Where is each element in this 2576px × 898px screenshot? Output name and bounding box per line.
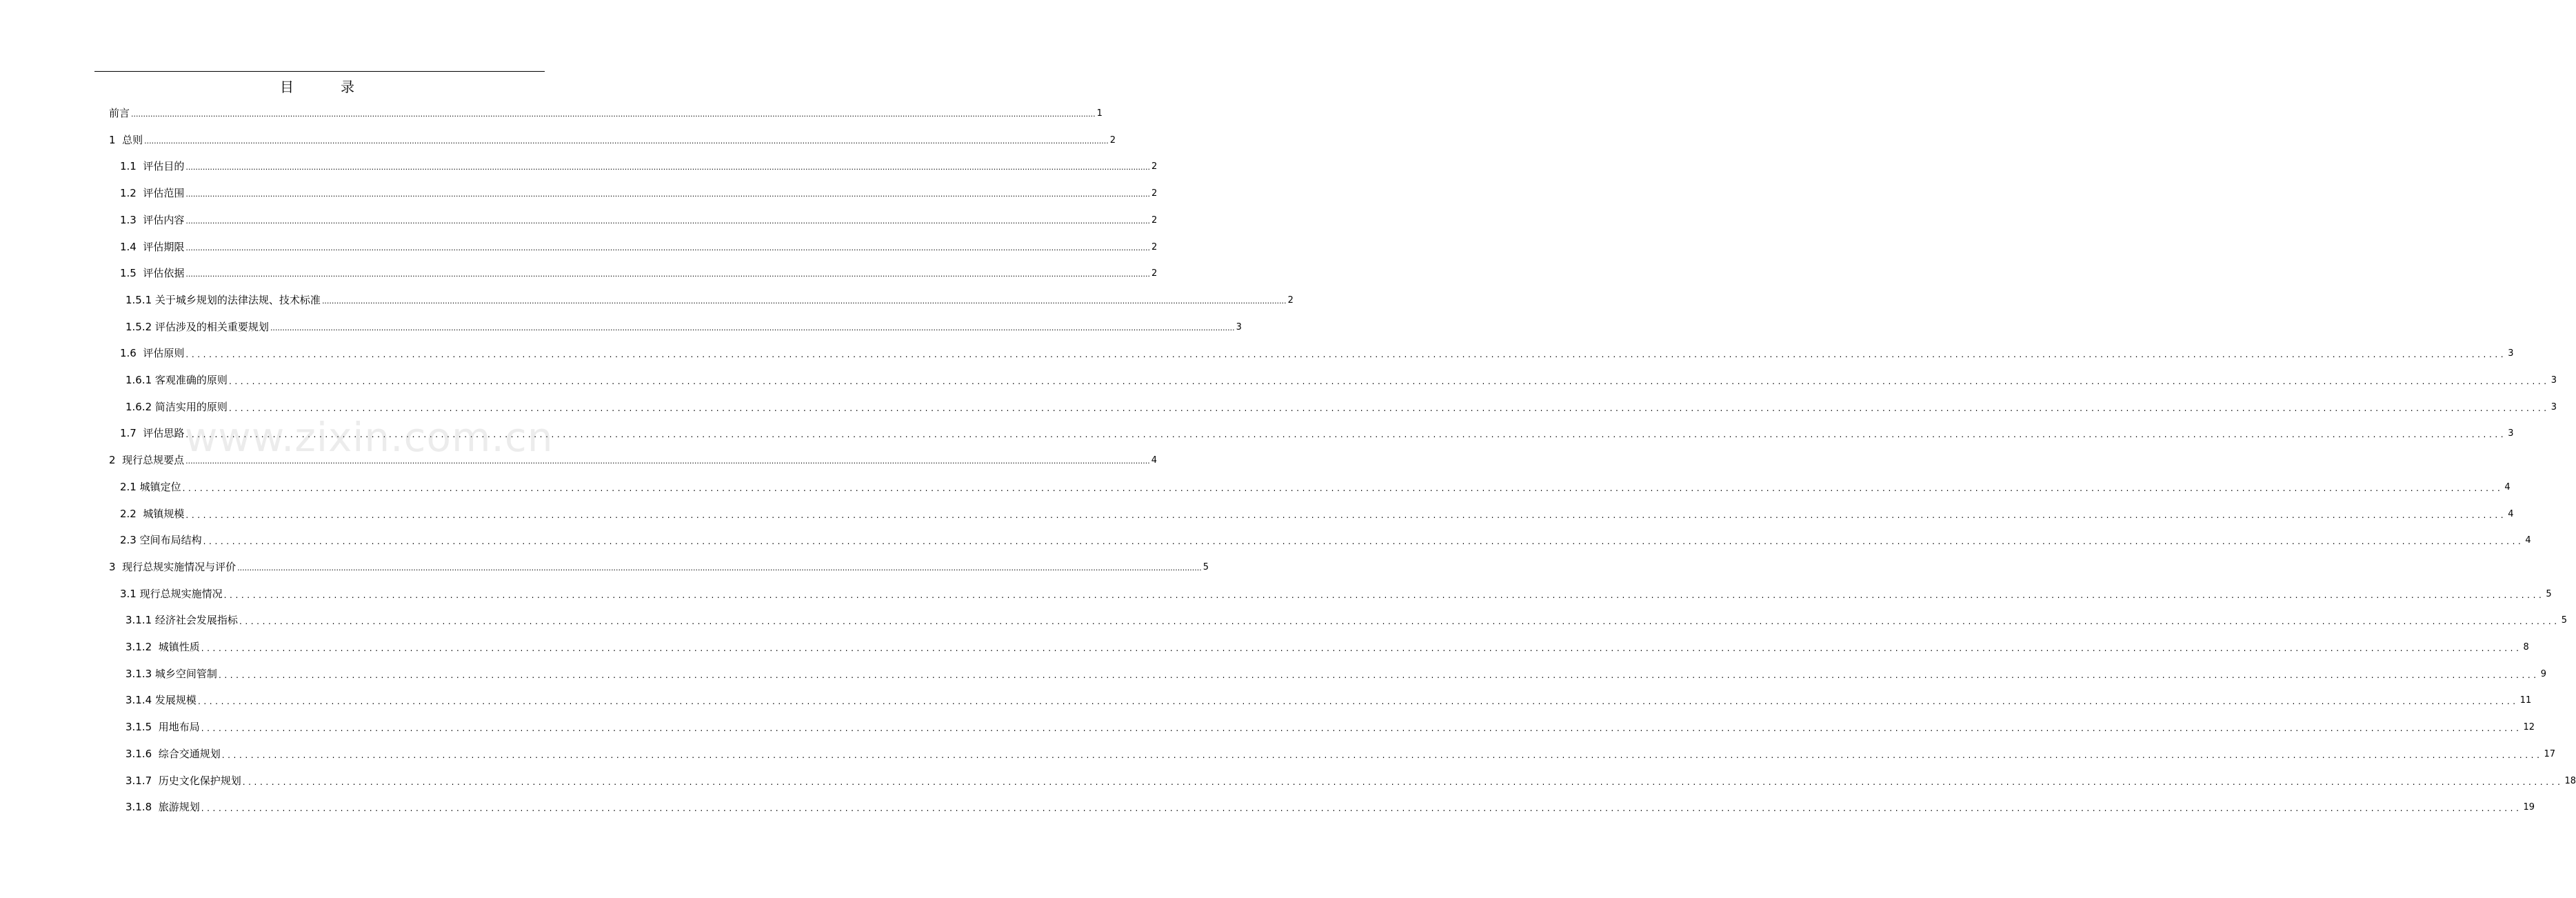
- toc-entry-label: 3.1.4 发展规模: [125, 694, 197, 707]
- toc-entry[interactable]: [125, 771, 2576, 788]
- toc-entry[interactable]: [120, 183, 1158, 200]
- toc-page-number: 2: [1151, 188, 1158, 199]
- toc-entry-label: 1.6.1 客观准确的原则: [125, 374, 228, 386]
- toc-entry[interactable]: [125, 690, 2532, 707]
- toc-page-number: 5: [1203, 561, 1209, 572]
- toc-entry-label: 1.6 评估原则: [120, 347, 185, 360]
- toc-page-number: 2: [1151, 241, 1158, 252]
- toc-leader-dots: ................................................................................................................................................................................................................................................................................................................................................................................................................: [201, 643, 2522, 653]
- toc-leader-dots: ................................................................................................................................................................................................................................................................................................................................................................................................................: [242, 777, 2564, 787]
- toc-title: 目 录: [280, 79, 371, 95]
- toc-entry-label: 1.3 评估内容: [120, 213, 185, 226]
- toc-leader-dots: ................................................................................................................................................................................................................................................................................................................................................................................................................: [185, 510, 2507, 520]
- toc-entry[interactable]: [109, 450, 1158, 467]
- toc-leader-dots: ................................................................................................................................................................................................................................................................................................................................................................................................................: [185, 270, 1151, 279]
- toc-leader-dots: ................................................................................................................................................................................................................................................................................................................................................................................................................: [228, 377, 2550, 386]
- toc-entry-label: 3.1.5 用地布局: [125, 721, 200, 734]
- toc-leader-dots: ................................................................................................................................................................................................................................................................................................................................................................................................................: [185, 243, 1151, 252]
- toc-entry[interactable]: [125, 797, 2535, 814]
- toc-page-number: 4: [2504, 481, 2510, 492]
- toc-entry-label: 2.1 城镇定位: [120, 480, 181, 493]
- toc-leader-dots: ................................................................................................................................................................................................................................................................................................................................................................................................................: [203, 537, 2524, 547]
- toc-leader-dots: ................................................................................................................................................................................................................................................................................................................................................................................................................: [182, 483, 2504, 493]
- toc-entry[interactable]: [120, 210, 1158, 227]
- toc-page-number: 5: [2546, 588, 2552, 599]
- toc-page-number: 4: [2525, 535, 2531, 546]
- toc-page-number: 3: [2550, 401, 2557, 412]
- toc-entry-label: 1.1 评估目的: [120, 160, 185, 173]
- toc-entry[interactable]: [125, 637, 2529, 654]
- toc-leader-dots: ................................................................................................................................................................................................................................................................................................................................................................................................................: [185, 163, 1151, 172]
- toc-leader-dots: ................................................................................................................................................................................................................................................................................................................................................................................................................: [185, 190, 1151, 199]
- toc-leader-dots: ................................................................................................................................................................................................................................................................................................................................................................................................................: [185, 216, 1151, 226]
- toc-leader-dots: ................................................................................................................................................................................................................................................................................................................................................................................................................: [201, 724, 2522, 734]
- toc-leader-dots: ................................................................................................................................................................................................................................................................................................................................................................................................................: [218, 670, 2539, 680]
- toc-leader-dots: ................................................................................................................................................................................................................................................................................................................................................................................................................: [237, 563, 1202, 572]
- toc-page-number: 3: [2508, 428, 2514, 439]
- toc-entry-label: 3.1.7 历史文化保护规划: [125, 774, 241, 787]
- toc-leader-dots: ................................................................................................................................................................................................................................................................................................................................................................................................................: [185, 457, 1150, 466]
- toc-leader-dots: ................................................................................................................................................................................................................................................................................................................................................................................................................: [223, 590, 2545, 600]
- toc-page-number: 9: [2540, 668, 2546, 679]
- toc-entry[interactable]: [120, 477, 2510, 494]
- toc-entry[interactable]: [109, 130, 1116, 147]
- toc-entry[interactable]: [120, 423, 2514, 440]
- toc-page-number: 11: [2519, 695, 2532, 706]
- toc-entry-label: 3 现行总规实施情况与评价: [109, 560, 237, 573]
- toc-entry-label: 3.1.6 综合交通规划: [125, 747, 221, 760]
- toc-entry-label: 2.3 空间布局结构: [120, 534, 202, 547]
- toc-entry-label: 前言: [109, 107, 130, 119]
- toc-page-number: 3: [2508, 348, 2514, 359]
- toc-entry[interactable]: [125, 397, 2557, 414]
- toc-entry[interactable]: [125, 717, 2535, 734]
- toc-entry-label: 1.4 评估期限: [120, 240, 185, 253]
- toc-page-number: 5: [2561, 615, 2567, 626]
- toc-page-number: 4: [2508, 508, 2514, 519]
- toc-leader-dots: ................................................................................................................................................................................................................................................................................................................................................................................................................: [201, 804, 2522, 814]
- toc-entry-label: 1 总则: [109, 133, 143, 146]
- toc-entry[interactable]: [120, 263, 1158, 280]
- toc-entry-label: 2 现行总规要点: [109, 454, 185, 467]
- toc-leader-dots: ................................................................................................................................................................................................................................................................................................................................................................................................................: [221, 750, 2543, 760]
- toc-page-number: 1: [1096, 108, 1103, 119]
- toc-entry[interactable]: [125, 370, 2557, 387]
- toc-page-number: 2: [1151, 161, 1158, 172]
- toc-entry[interactable]: [125, 744, 2556, 761]
- toc-entry[interactable]: [125, 317, 1242, 334]
- toc-entry-label: 1.5.2 评估涉及的相关重要规划: [125, 320, 269, 333]
- toc-page-number: 4: [1151, 455, 1158, 466]
- toc-leader-dots: ................................................................................................................................................................................................................................................................................................................................................................................................................: [270, 323, 1235, 332]
- toc-entry-label: 3.1 现行总规实施情况: [120, 587, 223, 600]
- toc-entry[interactable]: [120, 584, 2552, 601]
- toc-page-number: 18: [2564, 775, 2576, 786]
- toc-entry-label: 2.2 城镇规模: [120, 507, 185, 520]
- toc-entry-label: 1.6.2 简洁实用的原则: [125, 400, 228, 413]
- toc-page-number: 2: [1151, 214, 1158, 226]
- toc-leader-dots: ................................................................................................................................................................................................................................................................................................................................................................................................................: [228, 403, 2550, 413]
- toc-page-number: 2: [1287, 295, 1294, 306]
- toc-entry[interactable]: [109, 557, 1209, 574]
- toc-entry[interactable]: [125, 290, 1294, 307]
- toc-entry-label: 3.1.2 城镇性质: [125, 641, 200, 653]
- toc-entry-label: 1.5 评估依据: [120, 267, 185, 280]
- toc-leader-dots: ................................................................................................................................................................................................................................................................................................................................................................................................................: [144, 136, 1109, 146]
- toc-page-number: 12: [2523, 722, 2535, 733]
- toc-entry[interactable]: [120, 530, 2531, 547]
- toc-page-number: 19: [2523, 802, 2535, 813]
- header-rule: [94, 71, 545, 72]
- toc-leader-dots: ................................................................................................................................................................................................................................................................................................................................................................................................................: [131, 110, 1096, 119]
- toc-entry[interactable]: [120, 157, 1158, 173]
- toc-entry[interactable]: [125, 610, 2567, 627]
- toc-entry[interactable]: [120, 343, 2514, 360]
- toc-entry[interactable]: [120, 237, 1158, 254]
- toc-entry[interactable]: [120, 504, 2514, 521]
- toc-page-number: 3: [2550, 375, 2557, 386]
- toc-entry-label: 3.1.8 旅游规划: [125, 801, 200, 814]
- toc-entry[interactable]: [109, 103, 1103, 120]
- toc-page-number: 8: [2523, 642, 2529, 652]
- toc-leader-dots: ................................................................................................................................................................................................................................................................................................................................................................................................................: [197, 697, 2519, 707]
- toc-leader-dots: ................................................................................................................................................................................................................................................................................................................................................................................................................: [239, 617, 2560, 627]
- toc-entry[interactable]: [125, 664, 2546, 681]
- toc-entry-label: 1.2 评估范围: [120, 187, 185, 200]
- toc-page-number: 2: [1151, 268, 1158, 279]
- toc-entry-label: 3.1.1 经济社会发展指标: [125, 614, 238, 627]
- toc-entry-label: 3.1.3 城乡空间管制: [125, 667, 217, 680]
- toc-leader-dots: ................................................................................................................................................................................................................................................................................................................................................................................................................: [185, 430, 2507, 440]
- toc-entry-label: 1.5.1 关于城乡规划的法律法规、技术标准: [125, 293, 321, 306]
- watermark: www.zixin.com.cn: [185, 414, 554, 461]
- toc-page-number: 17: [2544, 748, 2556, 759]
- toc-entry-label: 1.7 评估思路: [120, 427, 185, 440]
- toc-page-number: 3: [1236, 321, 1242, 332]
- toc-leader-dots: ................................................................................................................................................................................................................................................................................................................................................................................................................: [321, 296, 1287, 306]
- toc-leader-dots: ................................................................................................................................................................................................................................................................................................................................................................................................................: [185, 350, 2507, 360]
- toc-page-number: 2: [1109, 134, 1116, 146]
